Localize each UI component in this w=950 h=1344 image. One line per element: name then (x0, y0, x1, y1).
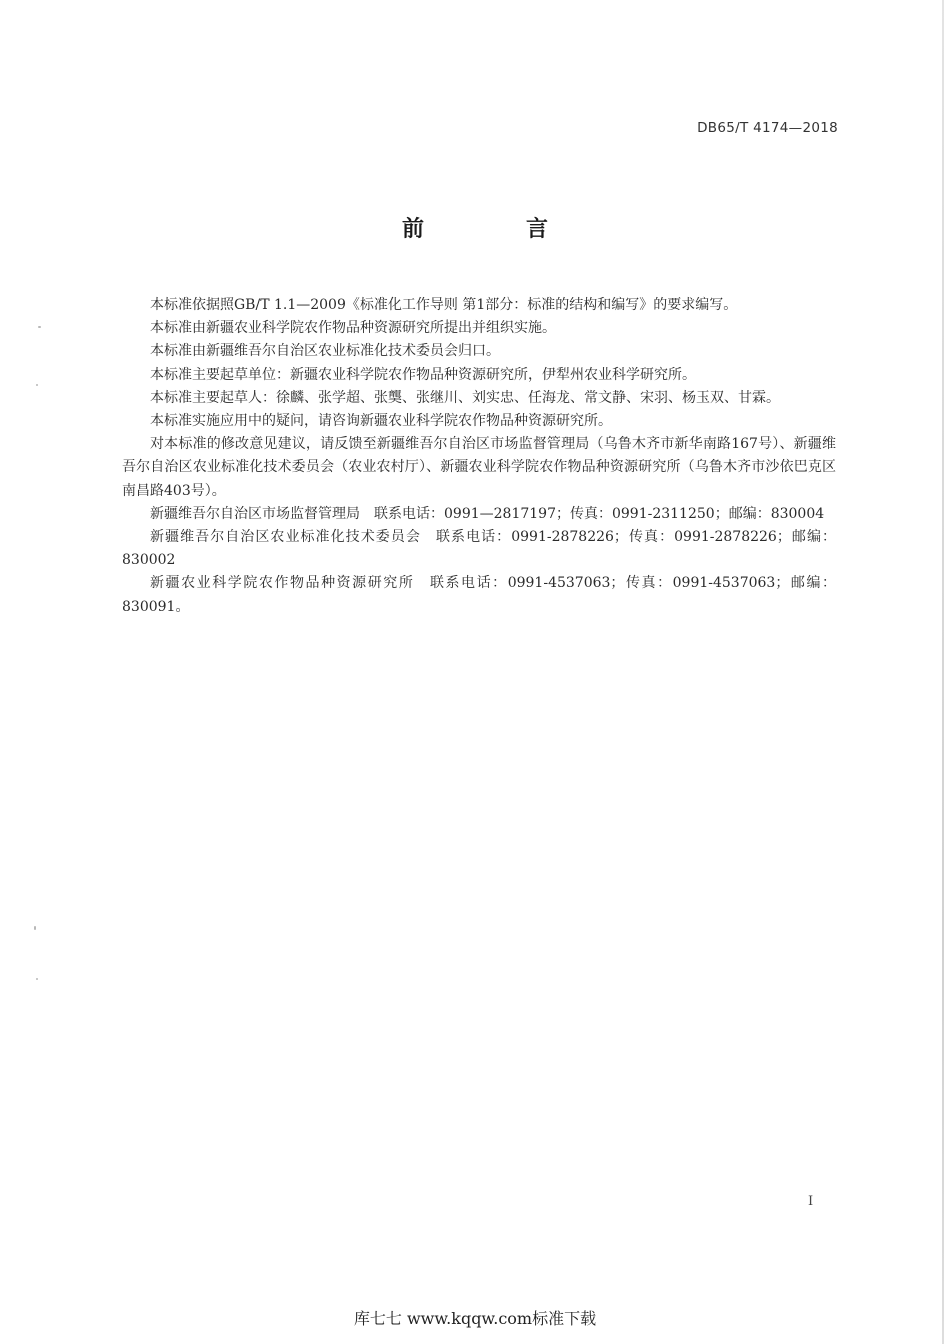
page-number: I (808, 1194, 814, 1209)
scan-speck (34, 926, 36, 930)
scan-speck (36, 978, 38, 980)
page-title: 前 言 (401, 217, 588, 242)
paragraph-responsible-committee: 本标准由新疆维吾尔自治区农业标准化技术委员会归口。 (150, 343, 500, 360)
scan-page-edge (942, 0, 944, 1344)
scan-speck (38, 326, 41, 328)
paragraph-drafting-basis: 本标准依据照GB/T 1.1—2009《标准化工作导则 第1部分：标准的结构和编写》的要求编写。 (150, 297, 738, 313)
scan-speck (36, 384, 38, 386)
paragraph-drafting-units: 本标准主要起草单位：新疆农业科学院农作物品种资源研究所，伊犁州农业科学研究所。 (150, 366, 696, 383)
paragraph-inquiries: 本标准实施应用中的疑问，请咨询新疆农业科学院农作物品种资源研究所。 (150, 413, 612, 430)
paragraph-feedback: 对本标准的修改意见建议，请反馈至新疆维吾尔自治区市场监督管理局（乌鲁木齐市新华南路167号）、新疆维吾尔自治区农业标准化技术委员会（农业农村厅）、新疆农业科学院农作物品种资源研究所（乌鲁木齐市沙依巴克区南昌路403号）。 (122, 436, 836, 499)
standard-code: DB65/T 4174—2018 (697, 120, 838, 136)
footer-watermark: 库七七 www.kqqw.com标准下载 (353, 1309, 597, 1328)
paragraph-proposer: 本标准由新疆农业科学院农作物品种资源研究所提出并组织实施。 (150, 320, 556, 337)
paragraph-drafters: 本标准主要起草人：徐麟、张学超、张龑、张继川、刘实忠、任海龙、常文静、宋羽、杨玉双、甘霖。 (150, 389, 780, 406)
paragraph-contact-market-bureau: 新疆维吾尔自治区市场监督管理局 联系电话：0991—2817197；传真：0991-2311250；邮编：830004 (150, 505, 825, 522)
foreword-body (122, 294, 836, 619)
paragraph-contact-institute: 新疆农业科学院农作物品种资源研究所 联系电话：0991-4537063；传真：0991-4537063；邮编：830091。 (122, 575, 836, 615)
paragraph-contact-committee: 新疆维吾尔自治区农业标准化技术委员会 联系电话：0991-2878226；传真：0991-2878226；邮编：830002 (122, 529, 836, 569)
